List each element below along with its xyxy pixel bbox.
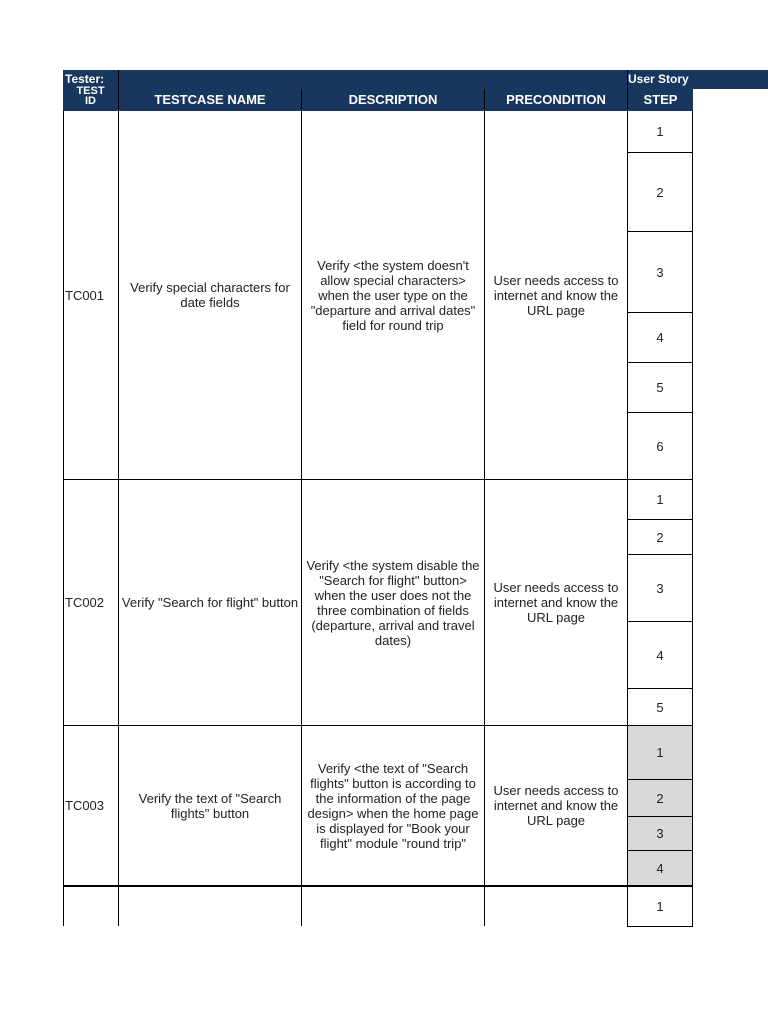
column-header-row [63, 86, 693, 111]
cell-step[interactable]: 5 [627, 363, 693, 413]
cell-step[interactable]: 2 [627, 520, 693, 555]
tester-label: Tester: [65, 72, 105, 86]
cell-testcase-name[interactable]: Verify "Search for flight" button [121, 595, 299, 610]
column-header-step[interactable]: STEP [627, 89, 693, 111]
cell-test-id[interactable] [63, 887, 118, 926]
cell-step[interactable]: 4 [627, 851, 693, 886]
cell-step[interactable]: 2 [627, 153, 693, 232]
column-header-test-id[interactable]: TEST ID [76, 86, 105, 107]
cell-step[interactable]: 3 [627, 817, 693, 851]
cell-precondition[interactable] [485, 887, 627, 926]
cell-step[interactable]: 1 [627, 726, 693, 780]
cell-description[interactable]: Verify <the system doesn't allow special characters> when the user type on the "departure and arrival dates" field for round trip [310, 257, 476, 333]
cell-precondition[interactable]: User needs access to internet and know the URL page [493, 272, 619, 318]
cell-description[interactable]: Verify <the system disable the "Search for flight" button> when the user does not the three combination of fields (departure, arrival and travel dates) [306, 557, 480, 648]
cell-test-id[interactable]: TC002 [65, 595, 105, 610]
column-header-testcase-name[interactable]: TESTCASE NAME [118, 89, 301, 111]
cell-testcase-name[interactable]: Verify special characters for date fields [130, 280, 290, 310]
cell-step[interactable]: 1 [627, 887, 693, 927]
cell-precondition[interactable]: User needs access to internet and know the URL page [493, 580, 619, 625]
cell-test-id[interactable]: TC001 [65, 287, 105, 303]
header-separator [118, 70, 119, 89]
cell-testcase-name[interactable]: Verify the text of "Search flights" button [138, 790, 282, 821]
column-header-description[interactable]: DESCRIPTION [301, 89, 484, 111]
cell-step[interactable]: 4 [627, 622, 693, 689]
cell-testcase-name[interactable] [119, 887, 301, 926]
cell-step[interactable]: 6 [627, 413, 693, 480]
cell-step[interactable]: 2 [627, 780, 693, 817]
column-header-precondition[interactable]: PRECONDITION [484, 89, 627, 111]
cell-description[interactable] [302, 887, 484, 926]
cell-step[interactable]: 3 [627, 232, 693, 313]
cell-step[interactable]: 1 [627, 111, 693, 153]
cell-test-id[interactable]: TC003 [65, 798, 105, 813]
tester-header-bar [63, 70, 768, 89]
cell-description[interactable]: Verify <the text of "Search flights" button is according to the information of the page design> when the home page is displayed for "Book your flight" module "round trip" [307, 760, 479, 851]
cell-step[interactable]: 5 [627, 689, 693, 726]
cell-step[interactable]: 4 [627, 313, 693, 363]
cell-precondition[interactable]: User needs access to internet and know the URL page [493, 783, 619, 828]
cell-step[interactable]: 3 [627, 555, 693, 622]
user-story-label: User Story [628, 72, 689, 86]
cell-step[interactable]: 1 [627, 480, 693, 520]
